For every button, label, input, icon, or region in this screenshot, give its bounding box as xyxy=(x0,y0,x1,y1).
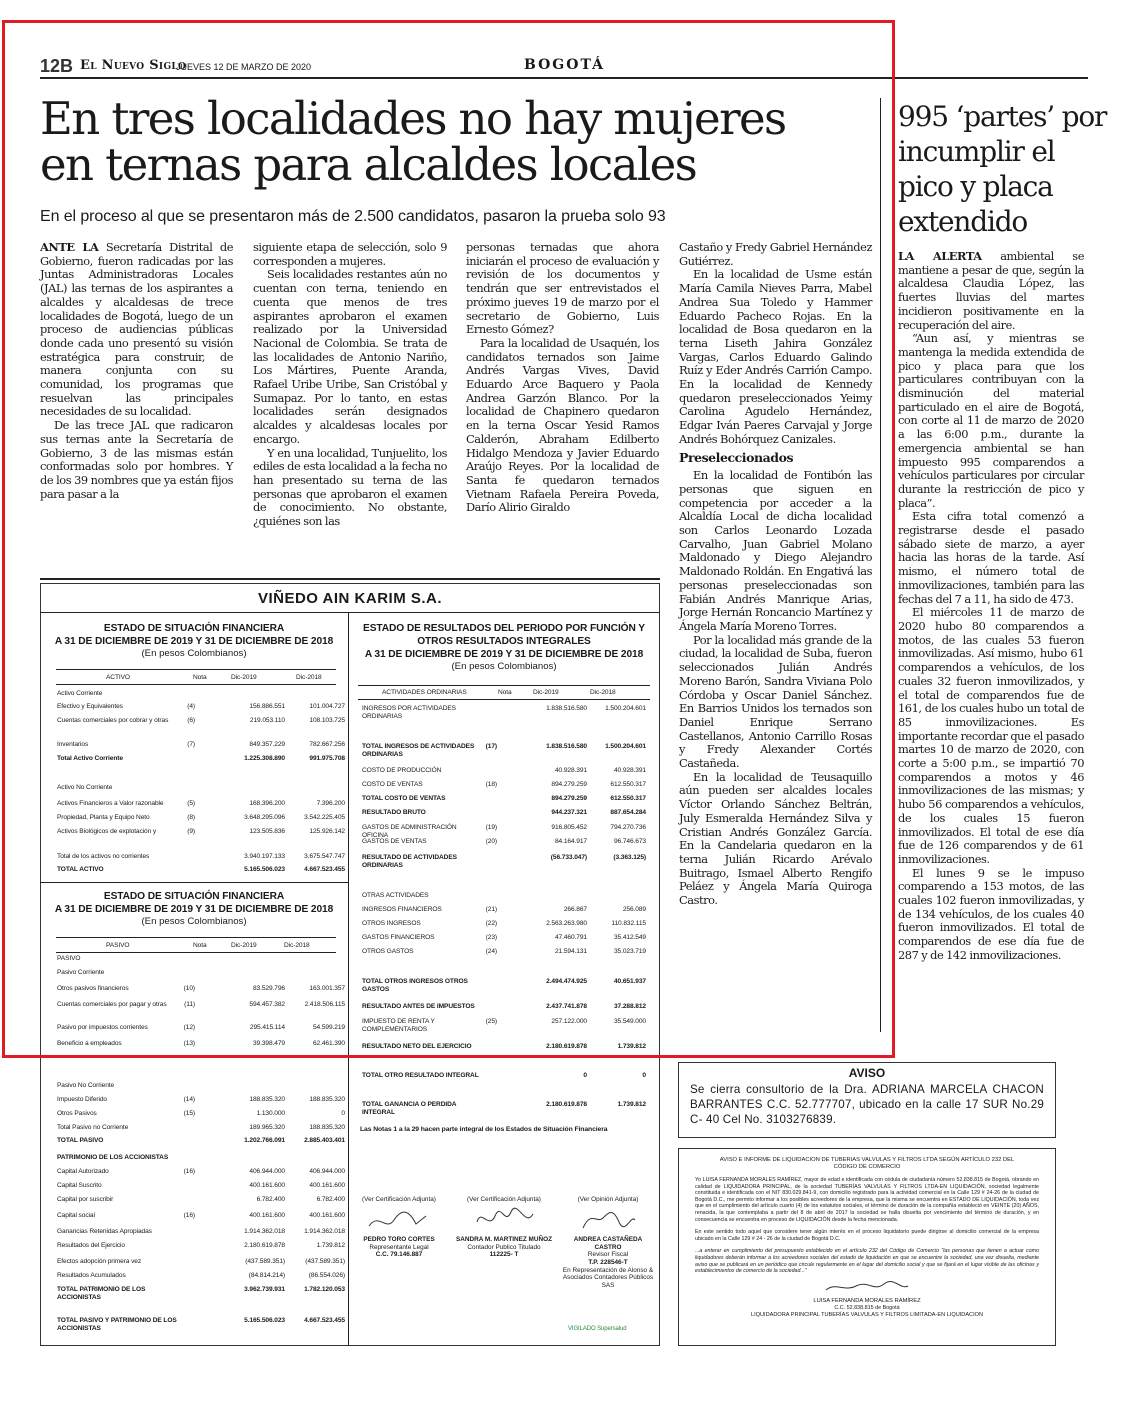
row-2018: 612.550.317 xyxy=(610,795,646,802)
table-row xyxy=(57,1182,347,1192)
row-2018: 40.651.937 xyxy=(613,978,646,985)
table-row xyxy=(362,743,652,758)
row-2018: 108.103.725 xyxy=(309,717,345,724)
table-row xyxy=(362,1101,652,1116)
table-row xyxy=(57,1272,347,1282)
signature-block-3: (Ver Opinión Adjunta) ANDREA CASTAÑEDA CASTRO Revisor Fiscal T.P. 228546-T En Representación de Alonso & Asociados Contadores Públicos SAS xyxy=(562,1196,654,1289)
row-label: Ganancias Retenidas Apropiadas xyxy=(57,1228,152,1235)
row-2019: (84.814.214) xyxy=(248,1272,285,1279)
row-2019: 406.944.000 xyxy=(249,1168,285,1175)
row-2019: 6.782.400 xyxy=(256,1196,285,1203)
section-title: BOGOTÁ xyxy=(524,57,605,73)
row-label: Capital por suscribir xyxy=(57,1196,114,1203)
row-note: (4) xyxy=(187,703,195,710)
row-label: Pasivo No Corriente xyxy=(57,1082,115,1089)
aviso-title: AVISO xyxy=(848,1066,886,1080)
row-label: TOTAL PATRIMONIO DE LOS ACCIONISTAS xyxy=(57,1286,146,1301)
col-header-pasivo: PASIVO xyxy=(106,942,130,949)
table-row xyxy=(57,955,347,965)
row-label: GASTOS DE VENTAS xyxy=(362,838,427,845)
row-2018: 1.739.812 xyxy=(617,1101,646,1108)
row-note: (24) xyxy=(485,948,497,955)
table-row xyxy=(57,1001,347,1011)
row-2019: 39.398.479 xyxy=(252,1040,285,1047)
row-label: OTROS INGRESOS xyxy=(362,920,421,927)
pasivo-title: ESTADO DE SITUACIÓN FINANCIERA A 31 DE DICIEMBRE DE 2019 Y 31 DE DICIEMBRE DE 2018 (En pesos Colombianos) xyxy=(54,891,334,927)
table-rule xyxy=(358,699,650,700)
table-row xyxy=(362,906,652,916)
row-label: GASTOS DE ADMINISTRACIÓN OFICINA xyxy=(362,824,457,839)
row-label: Activos Financieros a Valor razonable xyxy=(57,800,164,807)
row-label: Capital Autorizado xyxy=(57,1168,109,1175)
row-2019: 257.122.000 xyxy=(551,1018,587,1025)
col-header-2019: Dic-2019 xyxy=(231,942,257,949)
table-row xyxy=(57,755,347,765)
row-note: (5) xyxy=(187,800,195,807)
row-label: IMPUESTO DE RENTA Y COMPLEMENTARIOS xyxy=(362,1018,435,1033)
row-2018: 188.835.320 xyxy=(309,1124,345,1131)
row-2019: 1.914.362.018 xyxy=(244,1228,285,1235)
liquidation-body: Yo LUISA FERNANDA MORALES RAMÍREZ, mayor de edad e identificada con cédula de ciudadanía número 52.838.815 de Bogotá, obrando en calidad de LIQUIDADORA PRINCIPAL, de la sociedad TUBERÍAS VALVULAS Y FILTROS LTDA-EN LIQUIDACIÓN, sociedad legalmente constituida e identificada con el NIT 830.029.841-9, con domicilio registrado para la actividad comercial en la Calle 129 # 24-26 de la ciudad de Bogotá D.C., me permito informar a los posibles acreedores de la empresa, que la misma se encuentra en ESTADO DE LIQUIDACIÓN, toda vez que en el cumplimiento del artículo cuarto (4) de los estatutos sociales, el término de duración de la compañía estableció en VEINTE (20) AÑOS, renacida, la que contemplaba a partir del 8 de abril de 2017 la sociedad se halla disuelta por vencimiento del término de duración, y en consecuencia se encuentra en proceso de LIQUIDACIÓN desde la fecha mencionada. xyxy=(695,1177,1039,1223)
col-header-activo: ACTIVO xyxy=(106,674,130,681)
row-note: (23) xyxy=(485,934,497,941)
table-rule xyxy=(40,882,348,883)
row-label: Pasivo Corriente xyxy=(57,969,105,976)
row-label: Total de los activos no corrientes xyxy=(57,853,150,860)
row-2019: 47.460.791 xyxy=(554,934,587,941)
row-label: Cuentas comerciales por cobrar y otras xyxy=(57,717,169,724)
row-2018: 406.944.000 xyxy=(309,1168,345,1175)
row-label: Inventarios xyxy=(57,741,89,748)
row-2018: 2.885.403.401 xyxy=(304,1137,345,1144)
row-label: Activos Biológicos de explotación y xyxy=(57,828,157,835)
row-2018: 1.739.812 xyxy=(316,1242,345,1249)
row-2018: 163.001.357 xyxy=(309,985,345,992)
table-rule xyxy=(358,685,650,686)
row-note: (21) xyxy=(485,906,497,913)
row-2019: 5.165.506.023 xyxy=(244,1317,285,1324)
row-2018: 400.161.600 xyxy=(309,1182,345,1189)
table-row xyxy=(57,1024,347,1034)
ad-mid-rule xyxy=(348,612,349,1346)
ad-company-name: VIÑEDO AIN KARIM S.A. xyxy=(257,590,443,607)
table-row xyxy=(57,1286,347,1301)
row-2018: 0 xyxy=(341,1110,345,1117)
row-2018: 0 xyxy=(642,1072,646,1079)
table-row xyxy=(362,809,652,819)
col-header-2019: Dic-2019 xyxy=(533,689,559,696)
table-row xyxy=(57,717,347,727)
table-row xyxy=(57,1154,347,1164)
row-label: Efectivo y Equivalentes xyxy=(57,703,123,710)
row-label: RESULTADO ANTES DE IMPUESTOS xyxy=(362,1003,475,1010)
row-2018: 4.667.523.455 xyxy=(304,866,345,873)
table-rule xyxy=(56,684,336,685)
row-2018: 2.418.506.115 xyxy=(304,1001,345,1008)
liquidation-title: AVISO E INFORME DE LIQUIDACION DE TUBERIAS VALVULAS Y FILTROS LTDA SEGÚN ARTÍCULO 232 DEL CÓDIGO DE COMERCIO xyxy=(719,1157,1015,1170)
aviso-text: Se cierra consultorio de la Dra. ADRIANA MARCELA CHACON BARRANTES C.C. 52.777707, ubicado en la calle 17 SUR No.29 C- 40 Cel No. 3103276839. xyxy=(690,1083,1044,1126)
row-2018: 35.023.719 xyxy=(613,948,646,955)
row-2018: 96.746.673 xyxy=(613,838,646,845)
row-2018: 1.739.812 xyxy=(617,1043,646,1050)
row-label: Resultados del Ejercicio xyxy=(57,1242,125,1249)
row-2018: 6.782.400 xyxy=(316,1196,345,1203)
signature-block-2: (Ver Certificación Adjunta) SANDRA M. MARTINEZ MUÑOZ Contador Publico Titulado 112225- T xyxy=(456,1196,552,1259)
table-rule xyxy=(56,669,336,670)
row-note: (15) xyxy=(183,1110,195,1117)
table-row xyxy=(57,866,347,876)
row-2018: (86.554.026) xyxy=(308,1272,345,1279)
row-label: PASIVO xyxy=(57,955,81,962)
row-2018: 54.599.219 xyxy=(312,1024,345,1031)
row-label: Cuentas comerciales por pagar y otras xyxy=(57,1001,167,1008)
row-label: COSTO DE PRODUCCIÓN xyxy=(362,767,442,774)
table-row xyxy=(362,948,652,958)
col-header-nota: Nota xyxy=(193,674,207,681)
row-2019: 188.835.320 xyxy=(249,1096,285,1103)
row-label: OTROS GASTOS xyxy=(362,948,414,955)
row-note: (10) xyxy=(183,985,195,992)
row-2019: 189.965.320 xyxy=(249,1124,285,1131)
activo-title: ESTADO DE SITUACIÓN FINANCIERA A 31 DE DICIEMBRE DE 2019 Y 31 DE DICIEMBRE DE 2018 (En pesos Colombianos) xyxy=(54,623,334,659)
row-2018: (3.363.125) xyxy=(613,854,646,861)
row-2018: 4.667.523.455 xyxy=(304,1317,345,1324)
table-row xyxy=(57,784,347,794)
row-label: INGRESOS POR ACTIVIDADES ORDINARIAS xyxy=(362,705,456,720)
col-header-2019: Dic-2019 xyxy=(231,674,257,681)
table-row xyxy=(362,978,652,993)
row-2019: 849.357.229 xyxy=(249,741,285,748)
row-2018: 1.500.204.601 xyxy=(605,743,646,750)
row-2019: 83.529.796 xyxy=(252,985,285,992)
row-note: (12) xyxy=(183,1024,195,1031)
article-column-3: personas ternadas que ahora iniciarán el proceso de evaluación y revisión de los documentos y tendrán que ser entrevistados el próximo jueves 19 de marzo por el secretario de Gobierno, Luis Ernesto Gómez? Para la localidad de Usaquén, los candidatos ternados son Jaime Andrés Vargas Vives, David Eduardo Arce Baquero y Paola Andrea Garzón Blanco. Por la localidad de Chapinero quedaron en la terna Oscar Yesid Ramos Calderón, Abraham Edilberto Hidalgo Mendoza y Javier Eduardo Araújo Reyes. Por la localidad de Santa fe quedaron ternados Vietnam Rafaela Pereira Poveda, Darío Alirio Giraldo xyxy=(466,240,659,515)
row-2019: 894.279.259 xyxy=(551,781,587,788)
row-2019: 3.940.197.133 xyxy=(244,853,285,860)
table-row xyxy=(362,781,652,791)
table-row xyxy=(362,1003,652,1013)
row-2019: 84.164.917 xyxy=(554,838,587,845)
row-label: OTRAS ACTIVIDADES xyxy=(362,892,429,899)
row-2018: 794.270.736 xyxy=(610,824,646,831)
row-label: RESULTADO NETO DEL EJERCICIO xyxy=(362,1043,472,1050)
row-2019: 594.457.382 xyxy=(249,1001,285,1008)
table-row xyxy=(57,1137,347,1147)
row-2019: 0 xyxy=(583,1072,587,1079)
col-header-2018: Dic-2018 xyxy=(296,674,322,681)
row-2019: (437.589.351) xyxy=(245,1258,285,1265)
row-2018: 101.004.727 xyxy=(309,703,345,710)
table-row xyxy=(57,1258,347,1268)
row-2018: 3.542.225.405 xyxy=(304,814,345,821)
row-2019: 1.202.766.091 xyxy=(244,1137,285,1144)
row-2019: 2.437.741.878 xyxy=(546,1003,587,1010)
row-label: Activo Corriente xyxy=(57,690,103,697)
table-row xyxy=(57,690,347,700)
aviso-box xyxy=(678,1062,1056,1138)
row-label: TOTAL INGRESOS DE ACTIVIDADES ORDINARIAS xyxy=(362,743,475,758)
article-headline: En tres localidades no hay mujeres en ternas para alcaldes locales xyxy=(40,92,786,191)
table-row xyxy=(57,969,347,979)
liquidation-signature: LUISA FERNANDA MORALES RAMÍREZ C.C. 52.838.815 de Bogotá LIQUIDADORA PRINCIPAL TUBERÍAS VALVULAS Y FILTROS LIMITADA-EN LIQUIDACION xyxy=(679,1279,1055,1319)
liquidation-body-3: ...a enterar en cumplimiento del presupuesto establecido en el artículo 232 del Código de Comercio "las personas que tienen a actuar como liquidadores deberán informar a los acreedores sociales del estado de liquidación en que se encuentre la sociedad, una vez disuelta, mediante aviso que se publicará en un periódico que circule regularmente en el lugar del domicilio social y que se fijará en el lugar visible de las oficinas y establecimientos de comercio de la sociedad..." xyxy=(695,1248,1039,1275)
table-row xyxy=(362,705,652,720)
row-label: TOTAL OTROS INGRESOS OTROS GASTOS xyxy=(362,978,468,993)
row-2019: 1.130.000 xyxy=(256,1110,285,1117)
row-label: RESULTADO DE ACTIVIDADES ORDINARIAS xyxy=(362,854,457,869)
row-note: (14) xyxy=(183,1096,195,1103)
table-row xyxy=(57,814,347,824)
table-row xyxy=(362,1043,652,1053)
row-note: (17) xyxy=(485,743,497,750)
table-row xyxy=(57,703,347,713)
table-row xyxy=(57,1082,347,1092)
column-divider xyxy=(880,98,881,1032)
row-2019: 40.928.391 xyxy=(554,767,587,774)
row-label: Otros pasivos financieros xyxy=(57,985,129,992)
row-2019: 2.180.619.878 xyxy=(546,1101,587,1108)
table-row xyxy=(362,838,652,848)
table-row xyxy=(362,767,652,777)
row-label: Efectos adopción primera vez xyxy=(57,1258,142,1265)
table-row xyxy=(57,1040,347,1050)
row-2018: 7.396.200 xyxy=(316,800,345,807)
row-note: (20) xyxy=(485,838,497,845)
row-2019: 5.165.506.023 xyxy=(244,866,285,873)
table-rule xyxy=(56,937,336,938)
row-2019: 400.161.600 xyxy=(249,1212,285,1219)
table-row xyxy=(362,920,652,930)
row-2019: 21.594.131 xyxy=(554,948,587,955)
row-2019: 156.886.551 xyxy=(249,703,285,710)
row-label: RESULTADO BRUTO xyxy=(362,809,426,816)
row-label: Otros Pasivos xyxy=(57,1110,97,1117)
col-header-nota: Nota xyxy=(498,689,512,696)
row-2019: 1.838.516.580 xyxy=(546,743,587,750)
row-2018: 35.549.000 xyxy=(613,1018,646,1025)
col-header-actividades: ACTIVIDADES ORDINARIAS xyxy=(382,689,467,696)
row-2019: 894.279.259 xyxy=(551,795,587,802)
row-2018: 782.667.256 xyxy=(309,741,345,748)
table-rule xyxy=(56,952,336,953)
row-2018: 62.461.390 xyxy=(312,1040,345,1047)
ad-title-rule xyxy=(40,612,660,613)
row-label: TOTAL GANANCIA O PERDIDA INTEGRAL xyxy=(362,1101,457,1116)
side-article-body: LA ALERTA ambiental se mantiene a pesar de que, según la alcaldesa Claudia López, las fuertes lluvias del martes incidieron positivamente en la recuperación del aire. “Aun así, y mientras se mantenga la medida extendida de pico y placa para que los particulares contribuyan con la disminución del material particulado en el aire de Bogotá, con corte al 11 de marzo de 2020 a las 6:00 p.m., durante la emergencia ambiental se han impuesto 995 comparendos a vehículos particulares por circular durante la restricción de pico y placa”. Esta cifra total comenzó a registrarse desde el pasado sábado siete de marzo, a ayer hacia las horas de la tarde. Así mismo, el número total de inmovilizaciones, también para las fechas del 7 a 11, ha sido de 473. El miércoles 11 de marzo de 2020 hubo 80 comparendos a motos, de las cuales 53 fueron inmovilizadas. Así mismo, hubo 61 comparendos a vehículos, de los cuales 32 fueron inmovilizados, y el total de comparendos fue de 161, de los cuales hubo un total de 85 inmovilizaciones. Es importante recordar que el pasado martes 10 de marzo de 2020, con corte a 5:00 p.m., se impartió 70 comparendos a motos y 46 inmovilizaciones de las mismas; y hubo 56 comparendos a vehículos, de los cuales 15 fueron inmovilizados. El total de ese día fue de 126 comparendos y de 61 inmovilizaciones. El lunes 9 se le impuso comparendo a 153 motos, de las cuales 102 fueron inmovilizadas, y de 134 vehículos, de los cuales 40 fueron inmovilizados. El total de comparendos de ese día fue de 287 y de 142 inmovilizaciones. xyxy=(898,249,1084,962)
row-label: Capital Suscrito xyxy=(57,1182,102,1189)
row-2018: 3.675.547.747 xyxy=(304,853,345,860)
row-label: Activo No Corriente xyxy=(57,784,113,791)
col-header-2018: Dic-2018 xyxy=(590,689,616,696)
row-2019: 2.180.619.878 xyxy=(546,1043,587,1050)
row-2019: (56.733.047) xyxy=(550,854,587,861)
row-2019: 219.053.110 xyxy=(249,717,285,724)
row-label: GASTOS FINANCIEROS xyxy=(362,934,435,941)
row-label: Total Activo Corriente xyxy=(57,755,123,762)
row-note: (22) xyxy=(485,920,497,927)
issue-date: JUEVES 12 DE MARZO DE 2020 xyxy=(176,62,312,72)
vigilado-logo: VIGILADO Supersalud xyxy=(568,1326,627,1332)
signature-scribble xyxy=(364,1204,434,1234)
row-2018: 1.914.362.018 xyxy=(304,1228,345,1235)
row-label: TOTAL OTRO RESULTADO INTEGRAL xyxy=(362,1072,479,1079)
row-label: Beneficio a empleados xyxy=(57,1040,122,1047)
row-label: Resultados Acumulados xyxy=(57,1272,126,1279)
table-row xyxy=(57,1212,347,1222)
row-label: TOTAL ACTIVO xyxy=(57,866,104,873)
table-row xyxy=(362,1018,652,1033)
row-label: Pasivo por impuestos corrientes xyxy=(57,1024,148,1031)
row-note: (25) xyxy=(485,1018,497,1025)
row-2018: 1.500.204.601 xyxy=(605,705,646,712)
signature-scribble xyxy=(469,1204,539,1234)
row-2019: 916.805.452 xyxy=(551,824,587,831)
table-row xyxy=(57,853,347,863)
row-note: (11) xyxy=(184,1001,195,1008)
table-row xyxy=(57,1168,347,1178)
table-row xyxy=(57,985,347,995)
row-2019: 3.962.739.931 xyxy=(244,1286,285,1293)
row-2019: 295.415.114 xyxy=(249,1024,285,1031)
row-label: INGRESOS FINANCIEROS xyxy=(362,906,442,913)
row-2018: 400.161.600 xyxy=(309,1212,345,1219)
table-row xyxy=(57,1124,347,1134)
row-2019: 1.225.308.890 xyxy=(244,755,285,762)
row-2018: 991.975.708 xyxy=(309,755,345,762)
table-row xyxy=(362,854,652,869)
row-2018: (437.589.351) xyxy=(305,1258,345,1265)
signature-scribble xyxy=(573,1204,643,1234)
table-row xyxy=(362,795,652,805)
row-2019: 2.563.263.980 xyxy=(546,920,587,927)
row-label: Total Pasivo no Corriente xyxy=(57,1124,129,1131)
row-2019: 3.648.295.096 xyxy=(244,814,285,821)
row-note: (7) xyxy=(187,741,195,748)
row-2018: 256.089 xyxy=(622,906,646,913)
row-2019: 1.838.516.580 xyxy=(546,705,587,712)
signature-scribble xyxy=(822,1280,912,1294)
table-row xyxy=(57,1317,347,1332)
page-number: 12B xyxy=(40,56,74,76)
table-row xyxy=(57,1242,347,1252)
row-2018: 37.288.812 xyxy=(613,1003,646,1010)
table-row xyxy=(57,800,347,810)
row-2019: 944.237.321 xyxy=(551,809,587,816)
newspaper-name: El Nuevo Siglo xyxy=(80,58,187,73)
row-2018: 612.550.317 xyxy=(610,781,646,788)
table-row xyxy=(57,1096,347,1106)
notes-line: Las Notas 1 a la 29 hacen parte integral de los Estados de Situación Financiera xyxy=(360,1126,608,1133)
row-2019: 2.180.619.878 xyxy=(244,1242,285,1249)
col-header-nota: Nota xyxy=(193,942,207,949)
row-note: (16) xyxy=(183,1168,195,1175)
row-note: (6) xyxy=(187,717,195,724)
subheading: Preseleccionados xyxy=(679,449,794,465)
row-2018: 887.654.284 xyxy=(610,809,646,816)
row-2018: 125.926.142 xyxy=(309,828,345,835)
row-2019: 123.505.836 xyxy=(249,828,285,835)
row-2018: 188.835.320 xyxy=(309,1096,345,1103)
liquidation-notice-box xyxy=(678,1148,1056,1346)
row-label: Capital social xyxy=(57,1212,95,1219)
article-column-4: Castaño y Fredy Gabriel Hernández Gutiérrez. En la localidad de Usme están María Camila Nieves Parra, Mabel Andrea Sua Toledo y Hammer Eduardo Pacheco Rojas. En la localidad de Bosa quedaron en la terna Liseth Jahira González Vargas, Carlos Eduardo Galindo Ruíz y Eder Andrés Carrión Campo. En la localidad de Kennedy quedaron preseleccionados Yeimy Carolina Agudelo Hernández, Edgar Iván Paeres Carvajal y Jorge Andrés Bohórquez Canizales. Preseleccionados En la localidad de Fontibón las personas que siguen en competencia por acceder a la Alcaldía Local de dicha localidad son Carlos Leonardo Lozada Carvalho, Juan Gabriel Molano Maldonado y Diego Alejandro Maldonado Roldán. En Engativá las personas preseleccionadas son Fabián Andrés Manrique Arias, Jorge Hernán Roncancio Martínez y Ángela María Moreno Torres. Por la localidad más grande de la ciudad, la localidad de Suba, fueron seleccionados Julián Andrés Moreno Barón, Sandra Viviana Polo Córdoba y Oscar Daniel Sánchez. En Barrios Unidos los ternados son Daniel Enrique Serrano Castellanos, Antonio Carrillo Rosas y Fredy Alexander Cortés Castañeda. En la localidad de Teusaquillo aún pueden ser alcaldes locales Víctor Orlando Sánchez Beltrán, July Esmeralda Hernández Silva y Cristian Andrés González García. En la Candelaria quedaron en la terna Julián Ricardo Arévalo Buitrago, Ismael Alberto Rengifo Peláez y Ángela María Quiroga Castro. xyxy=(679,240,872,908)
article-column-1: ANTE LA Secretaría Distrital de Gobierno, fueron radicadas por las Juntas Administradoras Locales (JAL) las ternas de los aspirantes a alcaldes y alcaldesas de trece localidades de Bogotá, luego de un proceso de audiencias públicas donde cada uno presentó su visión estratégica para construir, de manera conjunta con su comunidad, los programas que resuelvan las principales necesidades de su localidad. De las trece JAL que radicaron sus ternas ante la Secretaría de Gobierno, 3 de las mismas están conformadas solo por hombres. Y de los 39 nombres que ya están fijos para pasar a la xyxy=(40,240,233,501)
signature-block-1: (Ver Certificación Adjunta) PEDRO TORO CORTES Representante Legal C.C. 79.146.887 xyxy=(362,1196,436,1259)
row-label: Propiedad, Planta y Equipo Neto xyxy=(57,814,150,821)
row-2019: 400.161.600 xyxy=(249,1182,285,1189)
table-row xyxy=(57,1228,347,1238)
row-2018: 35.412.549 xyxy=(613,934,646,941)
row-2018: 110.832.115 xyxy=(611,920,646,927)
row-label: Impuesto Diferido xyxy=(57,1096,107,1103)
article-subtitle: En el proceso al que se presentaron más de 2.500 candidatos, pasaron la prueba solo 93 xyxy=(40,208,666,225)
row-2019: 2.494.474.925 xyxy=(546,978,587,985)
row-label: TOTAL PASIVO xyxy=(57,1137,104,1144)
row-note: (16) xyxy=(183,1212,195,1219)
row-note: (8) xyxy=(187,814,195,821)
table-row xyxy=(57,1196,347,1206)
table-row xyxy=(57,1110,347,1120)
row-2018: 1.782.120.053 xyxy=(304,1286,345,1293)
table-row xyxy=(362,892,652,902)
table-row xyxy=(57,741,347,751)
row-note: (13) xyxy=(183,1040,195,1047)
row-label: PATRIMONIO DE LOS ACCIONISTAS xyxy=(57,1154,169,1161)
table-row xyxy=(362,824,652,839)
row-2018: 40.928.391 xyxy=(613,767,646,774)
liquidation-body-2: En este sentido todo aquel que considere tener algún interés en el proceso liquidatorio puede dirigirse al domicilio comercial de la empresa ubicado en la Calle 129 # 24 - 26 de la ciudad de Bogotá D.C. xyxy=(695,1229,1039,1242)
row-label: TOTAL PASIVO Y PATRIMONIO DE LOS ACCIONISTAS xyxy=(57,1317,177,1332)
row-2019: 266.867 xyxy=(563,906,587,913)
article-column-2: siguiente etapa de selección, solo 9 corresponden a mujeres. Seis localidades restantes aún no cuentan con terna, teniendo en cuenta que menos de tres aspirantes aprobaron el examen realizado por la Universidad Nacional de Colombia. Se trata de las localidades de Antonio Nariño, Los Mártires, Puente Aranda, Rafael Uribe Uribe, San Cristóbal y Sumapaz. Por lo tanto, en estas localidades serán designados alcaldes y alcaldesas locales por encargo. Y en una localidad, Tunjuelito, los ediles de esta localidad a la fecha no han presentado su terna de las personas que aprobaron el examen de conocimiento. No obstante, ¿quiénes son las xyxy=(253,240,447,529)
table-row xyxy=(362,934,652,944)
row-note: (19) xyxy=(485,824,497,831)
header-rule xyxy=(40,77,1088,79)
side-article-headline: 995 ‘partes’ por incumplir el pico y placa extendido xyxy=(898,100,1107,238)
col-header-2018: Dic-2018 xyxy=(284,942,310,949)
table-row xyxy=(57,828,347,838)
table-row xyxy=(362,1072,652,1082)
row-note: (18) xyxy=(485,781,497,788)
row-label: TOTAL COSTO DE VENTAS xyxy=(362,795,446,802)
resultados-title: ESTADO DE RESULTADOS DEL PERIODO POR FUNCIÓN Y OTROS RESULTADOS INTEGRALES A 31 DE DICIEMBRE DE 2019 Y 31 DE DICIEMBRE DE 2018 (En pesos Colombianos) xyxy=(363,623,645,672)
ad-top-rule xyxy=(40,578,660,580)
row-note: (9) xyxy=(187,828,195,835)
row-2019: 168.396.200 xyxy=(249,800,285,807)
row-label: COSTO DE VENTAS xyxy=(362,781,423,788)
